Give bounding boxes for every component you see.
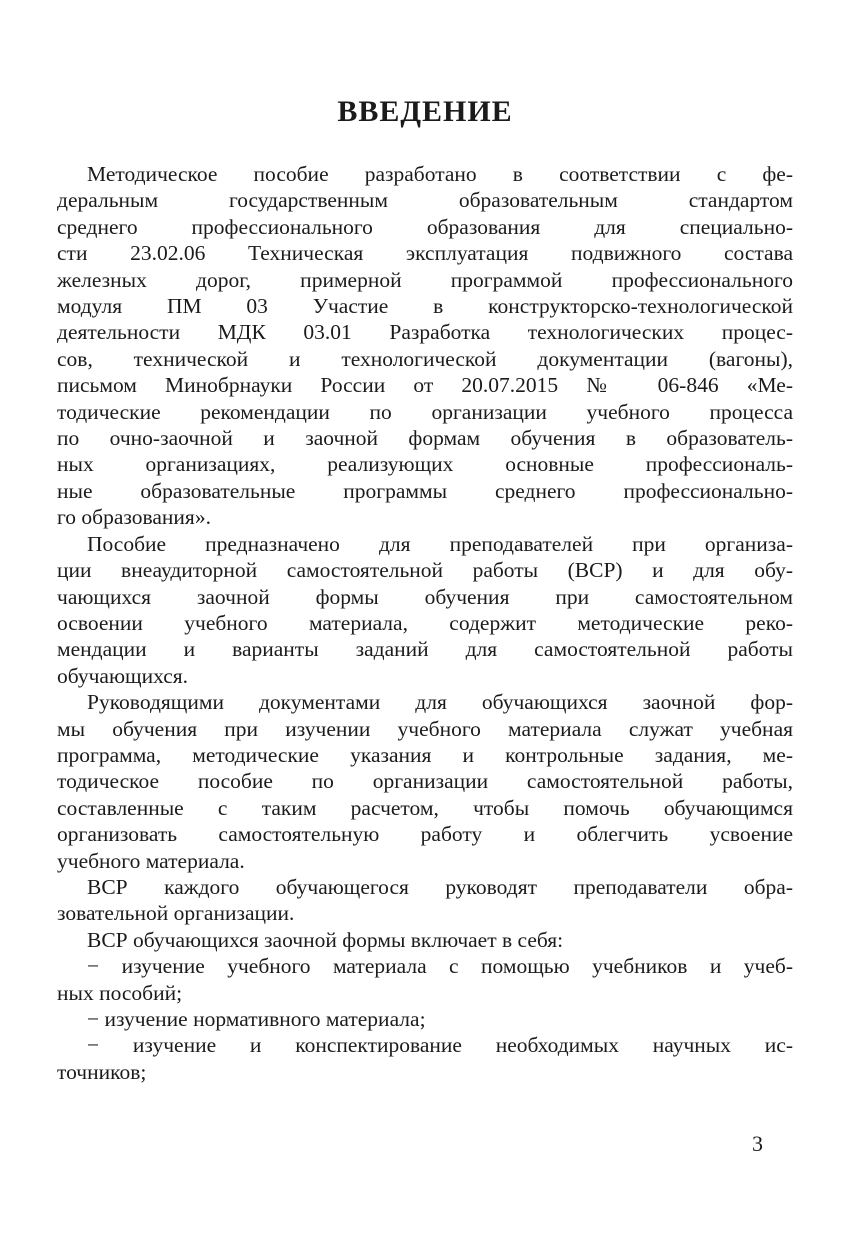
text-line: Пособие предназначено для преподавателей при организа- [87,531,793,556]
text-line: мы обучения при изучении учебного материала служат учебная [57,716,793,741]
text-line: освоении учебного материала, содержит методические реко- [57,610,793,635]
page-number: 3 [752,1131,763,1156]
text-line: письмом Минобрнауки России от 20.07.2015 № 06-846 «Ме- [57,373,793,398]
text-line: составленные с таким расчетом, чтобы помочь обучающимся [57,795,793,820]
text-line: − изучение учебного материала с помощью учебников и учеб- [87,954,793,979]
text-line: организовать самостоятельную работу и облегчить усвоение [57,822,793,847]
paragraph [57,1032,793,1085]
paragraph [57,161,793,531]
paragraph [57,1006,793,1032]
text-line: точников; [57,1059,147,1084]
text-line: деятельности МДК 03.01 Разработка технологических процес- [57,320,793,345]
text-line: Руководящими документами для обучающихся заочной фор- [87,690,793,715]
paragraph [57,531,793,689]
text-line: зовательной организации. [57,901,295,926]
paragraph [57,927,793,953]
text-line: − изучение нормативного материала; [87,1007,426,1031]
text-line: тодическое пособие по организации самостоятельной работы, [57,769,793,794]
text-line: сти 23.02.06 Техническая эксплуатация подвижного состава [57,241,793,266]
paragraph [57,953,793,1006]
text-line: ных организациях, реализующих основные профессиональ- [57,452,793,477]
text-line: учебного материала. [57,848,245,873]
text-line: деральным государственным образовательным стандартом [57,188,793,213]
text-line: − изучение и конспектирование необходимых научных ис- [87,1033,793,1058]
paragraph [57,689,793,874]
text-line: Методическое пособие разработано в соответствии с фе- [87,162,793,186]
page-title: ВВЕДЕНИЕ [337,95,513,128]
text-line: ВСР каждого обучающегося руководят преподаватели обра- [87,874,793,899]
text-line: по очно-заочной и заочной формам обучения в образователь- [57,426,793,451]
text-line: ных пособий; [57,980,183,1005]
text-line: чающихся заочной формы обучения при самостоятельном [57,584,793,609]
text-line: программа, методические указания и контрольные задания, ме- [57,742,793,767]
document-body [57,161,793,1085]
text-line: мендации и варианты заданий для самостоятельной работы [57,637,793,662]
text-line: сов, технической и технологической документации (вагоны), [57,346,793,371]
text-line: железных дорог, примерной программой профессионального [57,267,793,292]
text-line: ции внеаудиторной самостоятельной работы (ВСР) и для обу- [57,558,793,583]
text-line: ВСР обучающихся заочной формы включает в себя: [87,927,564,952]
text-line: тодические рекомендации по организации учебного процесса [57,399,793,424]
text-line: среднего профессионального образования для специально- [57,214,793,239]
text-line: го образования». [57,505,211,530]
text-line: ные образовательные программы среднего профессионально- [57,478,793,503]
text-line: обучающихся. [57,663,189,688]
paragraph [57,874,793,927]
text-line: модуля ПМ 03 Участие в конструкторско-технологической [57,294,793,319]
